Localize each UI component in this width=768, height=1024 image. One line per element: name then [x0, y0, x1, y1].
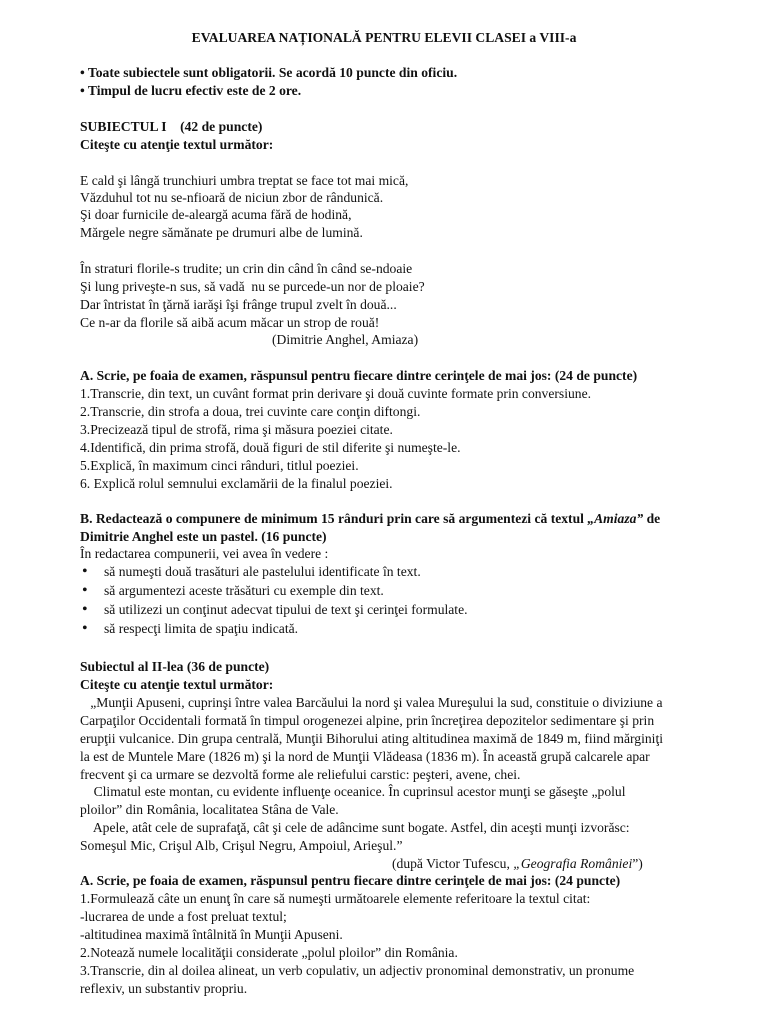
part-b-heading-line-2: Dimitrie Anghel este un pastel. (16 puncte): [80, 529, 327, 544]
section-2-instruction: Citeşte cu atenţie textul următor:: [80, 677, 274, 692]
text-line: Carpaţilor Occidentali formată în timpul orogenezei alpine, prin încreţirea depozitelor sedimentare şi prin: [80, 713, 655, 728]
part-b-intro: În redactarea compunerii, vei avea în vedere :: [80, 546, 329, 561]
task-item: 2.Transcrie, din strofa a doua, trei cuvinte care conţin diftongi.: [80, 404, 421, 419]
list-item: • să argumentezi aceste trăsături cu exemple din text.: [104, 582, 468, 601]
list-item: • să utilizezi un conţinut adecvat tipului de text şi cerinţei formulate.: [104, 601, 468, 620]
text-source-end: ”): [632, 856, 643, 871]
poem-line: Şi lung priveşte-n sus, să vadă nu se purcede-un nor de ploaie?: [80, 279, 425, 294]
task-item: 1.Transcrie, din text, un cuvânt format prin derivare şi două cuvinte formate prin conversiune.: [80, 386, 591, 401]
task-item: 2.Notează numele localităţii considerate „polul ploilor” din România.: [80, 945, 458, 960]
section-2-part-a-heading: A. Scrie, pe foaia de examen, răspunsul pentru fiecare dintre cerinţele de mai jos: (24 puncte): [80, 873, 621, 888]
rule-line-2: • Timpul de lucru efectiv este de 2 ore.: [80, 83, 302, 98]
text-line: Someşul Mic, Crişul Alb, Crişul Negru, Ampoiul, Arieşul.”: [80, 838, 403, 853]
task-item: reflexiv, un substantiv propriu.: [80, 981, 248, 996]
poem-line: E cald şi lângă trunchiuri umbra treptat se face tot mai mică,: [80, 173, 409, 188]
page-title: EVALUAREA NAȚIONALĂ PENTRU ELEVII CLASEI a VIII-a: [191, 30, 577, 45]
task-item: 6. Explică rolul semnului exclamării de la finalul poeziei.: [80, 476, 393, 491]
task-item: 3.Transcrie, din al doilea alineat, un verb copulativ, un adjectiv pronominal demonstrativ, un pronume: [80, 963, 635, 978]
text-line: Climatul este montan, cu evidente influenţe oceanice. În cuprinsul acestor munţi se găseşte „polul: [80, 784, 626, 799]
task-item: -altitudinea maximă întâlnită în Munţii Apuseni.: [80, 927, 343, 942]
part-b-heading: [80, 510, 660, 528]
part-b-heading-start: B. Redactează o compunere de minimum 15 rânduri prin care să argumentezi că textul: [80, 511, 588, 526]
section-1-instruction: Citeşte cu atenţie textul următor:: [80, 137, 274, 152]
part-b-bullet-list: [104, 563, 468, 639]
part-a-heading: A. Scrie, pe foaia de examen, răspunsul pentru fiecare dintre cerinţele de mai jos: (24 de puncte): [80, 368, 638, 383]
text-line: „Munţii Apuseni, cuprinşi între valea Barcăului la nord şi valea Mureşului la sud, constituie o diviziune a: [80, 695, 663, 710]
text-source-start: (după Victor Tufescu,: [392, 856, 514, 871]
poem-source: (Dimitrie Anghel, Amiaza): [272, 332, 419, 347]
task-item: 3.Precizează tipul de strofă, rima şi măsura poeziei citate.: [80, 422, 393, 437]
text-line: la est de Muntele Mare (1826 m) şi la nord de Munţii Vlădeasa (1836 m). În această grupă calcarele apar: [80, 749, 650, 764]
task-item: -lucrarea de unde a fost preluat textul;: [80, 909, 287, 924]
poem-line: Văzduhul tot nu se-nfioară de niciun zbor de rândunică.: [80, 190, 384, 205]
task-item: 4.Identifică, din prima strofă, două figuri de stil diferite şi numeşte-le.: [80, 440, 461, 455]
list-item: • să numeşti două trasături ale pastelului identificate în text.: [104, 563, 468, 582]
task-item: 1.Formulează câte un enunţ în care să numeşti următoarele elemente referitoare la textul citat:: [80, 891, 591, 906]
section-2-heading: Subiectul al II-lea (36 de puncte): [80, 659, 270, 674]
text-line: frecvent şi ca urmare se dezvoltă forme ale reliefului carstic: peşteri, avene, chei.: [80, 767, 521, 782]
text-line: Apele, atât cele de suprafaţă, cât şi cele de adâncime sunt bogate. Astfel, din aceşti munţi izvorăsc:: [80, 820, 630, 835]
part-b-heading-quote: „Amiaza”: [587, 511, 644, 526]
section-1-heading: SUBIECTUL I (42 de puncte): [80, 119, 263, 134]
poem-line: Şi doar furnicile de-aleargă acuma fără de hodină,: [80, 207, 352, 222]
text-line: ploilor” din România, localitatea Stâna de Vale.: [80, 802, 339, 817]
text-source-title: „Geografia României: [513, 856, 633, 871]
list-item: • să respecţi limita de spaţiu indicată.: [104, 620, 468, 639]
text-source: [392, 855, 643, 873]
poem-line: Dar întristat în ţărnă iarăşi îşi frânge trupul zvelt în două...: [80, 297, 397, 312]
poem-line: Ce n-ar da florile să aibă acum măcar un strop de rouă!: [80, 315, 380, 330]
rule-line-1: • Toate subiectele sunt obligatorii. Se acordă 10 puncte din oficiu.: [80, 65, 458, 80]
part-b-heading-end: de: [643, 511, 661, 526]
poem-line: Mărgele negre sămănate pe drumuri albe de lumină.: [80, 225, 363, 240]
task-item: 5.Explică, în maximum cinci rânduri, titlul poeziei.: [80, 458, 359, 473]
poem-line: În straturi florile-s trudite; un crin din când în când se-ndoaie: [80, 261, 413, 276]
text-line: erupţii vulcanice. Din grupa centrală, Munţii Bihorului ating altitudinea maximă de 1849 m, fiind mărginiţi: [80, 731, 664, 746]
